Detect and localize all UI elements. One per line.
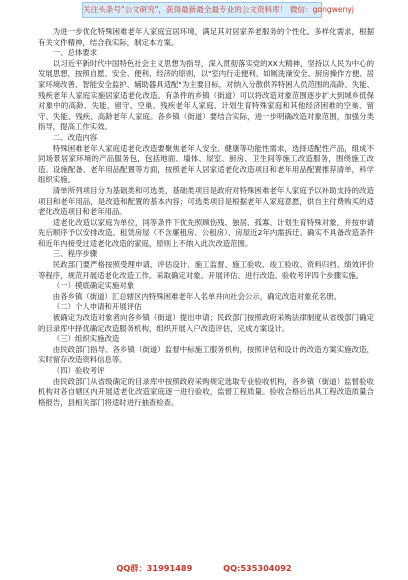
paragraph-content-1: 特殊困难老年人家庭适老化改造要聚焦老年人安全、健康等功能性需求，选择适配性产品，组成不同场景居家环境的产品服务包，包括地面、墙体、屋室、厨房、卫生间等施工改造服务，围绕施工改造、设施配备、老年用品配置等方面，按照老年人居家适老化改造项目和老年用品配置推荐清单，科学组织实施。 (38, 143, 374, 185)
paragraph-implement: 由民政部门指导、各乡镇（街道）监督中标施工服务机构，按照评估和设计的改造方案实施改造，实时留存改造资料信息等。 (38, 344, 374, 365)
intro-paragraph: 为进一步优化特殊困难老年人家庭宜居环境，满足其对居家养老服务的个性化、多样化需求，根据有关文件精神，结合我实际，制定本方案。 (38, 27, 374, 47)
paragraph-general: 以习近平新时代中国特色社会主义思想为指导，深入贯彻落实党的XX大精神，坚持以人民为中心的发展思想，按照自愿、安全、便利、经济的原则，以"室内行走便利、如厕洗澡安全、厨房操作方便、居家环境改善、智能安全监护、辅助器具适配"为主要目标，对纳入分散供养特困人员范围的高龄、失能、残疾老年人家庭实施居家适老化改造。有条件的乡镇（街道）可以将改造对象范围逐步扩大到城乡低保对象中的高龄、失能、留守、空巢、残疾老年人家庭、计划生育特殊家庭和其他经济困难的空巢、留守、失能、残疾、高龄老年人家庭。各乡镇（街道）要结合实际，进一步明确改造对象范围，加强分类指导，提高工作实效。 (38, 58, 374, 132)
paragraph-content-3: 适老化改造以家庭为单位，同等条件下优先照顾伤残、独居、孤寡、计划生育特殊对象，并按申请先后顺序予以安排改造。租赁房屋（不含廉租房、公租房）、房屋近2年内需拆迁、确实不具备改造条件和近年内接受过适老化改造的家庭，原则上不纳入此次改造范围。 (38, 217, 374, 248)
paragraph-content-2: 清单所列项目分为基础类和可选类，基础类项目是政府对特殊困难老年人家庭予以补助支持的改造项目和老年用品，是改造和配置的基本内容；可选类项目是根据老年人家庭意愿，供自主付费购买的适老化改造项目和老年用品。 (38, 185, 374, 217)
qq-text: QQ:535304092 (223, 563, 292, 573)
paragraph-procedure: 民政部门要严格按照受理申请、评估设计、施工监督、施工验收、竣工验收、资料归档、绩效评价等程序，规范开展适老化改造工作。采取确定对象、开展评估、进行改造、验收考评四个步骤实施。 (38, 260, 374, 280)
paragraph-acceptance: 由民政部门从省级确定的目录库中按照政府采购规定选取专业验收机构，各乡镇（街道）监督验收机构对各自辖区内开展适老化改造家庭逐一进行验收，监督工程质量。验收合格后出具工程改造质量合格报告，县相关部门将适时进行抽查检查。 (38, 376, 374, 407)
subheading-identify: （一）摸底确定实施对象 (52, 281, 135, 291)
subheading-apply: （二）个人申请和开展评估 (52, 302, 142, 312)
section-heading-general: 一、总体要求 (52, 48, 98, 58)
paragraph-identify: 由各乡镇（街道）汇总辖区内特殊困难老年人名单并向社会公示，确定改造对象花名册。 (52, 291, 342, 301)
section-heading-content: 二、改造内容 (52, 132, 98, 142)
contact-footer (0, 563, 408, 574)
subheading-acceptance: （四）验收考评 (52, 366, 105, 375)
promo-banner[interactable]: 关注头条号"公文研究"，获得最新最全最专业的公文资料库！ 微信：gongwenyj (82, 2, 322, 18)
section-heading-procedure: 三、程序步骤 (52, 249, 98, 259)
document-body (38, 27, 374, 408)
qq-group-text: QQ群：31991489 (116, 563, 193, 573)
subheading-implement: （三）组织实施改造 (52, 334, 120, 344)
paragraph-apply: 被确定为改造对象者向各乡镇（街道）提出申请；民政部门按照政府采购法律制度从省级部门确定的目录库中择优确定改造服务机构，组织开展入户改造评估，完成方案设计。 (38, 313, 374, 333)
